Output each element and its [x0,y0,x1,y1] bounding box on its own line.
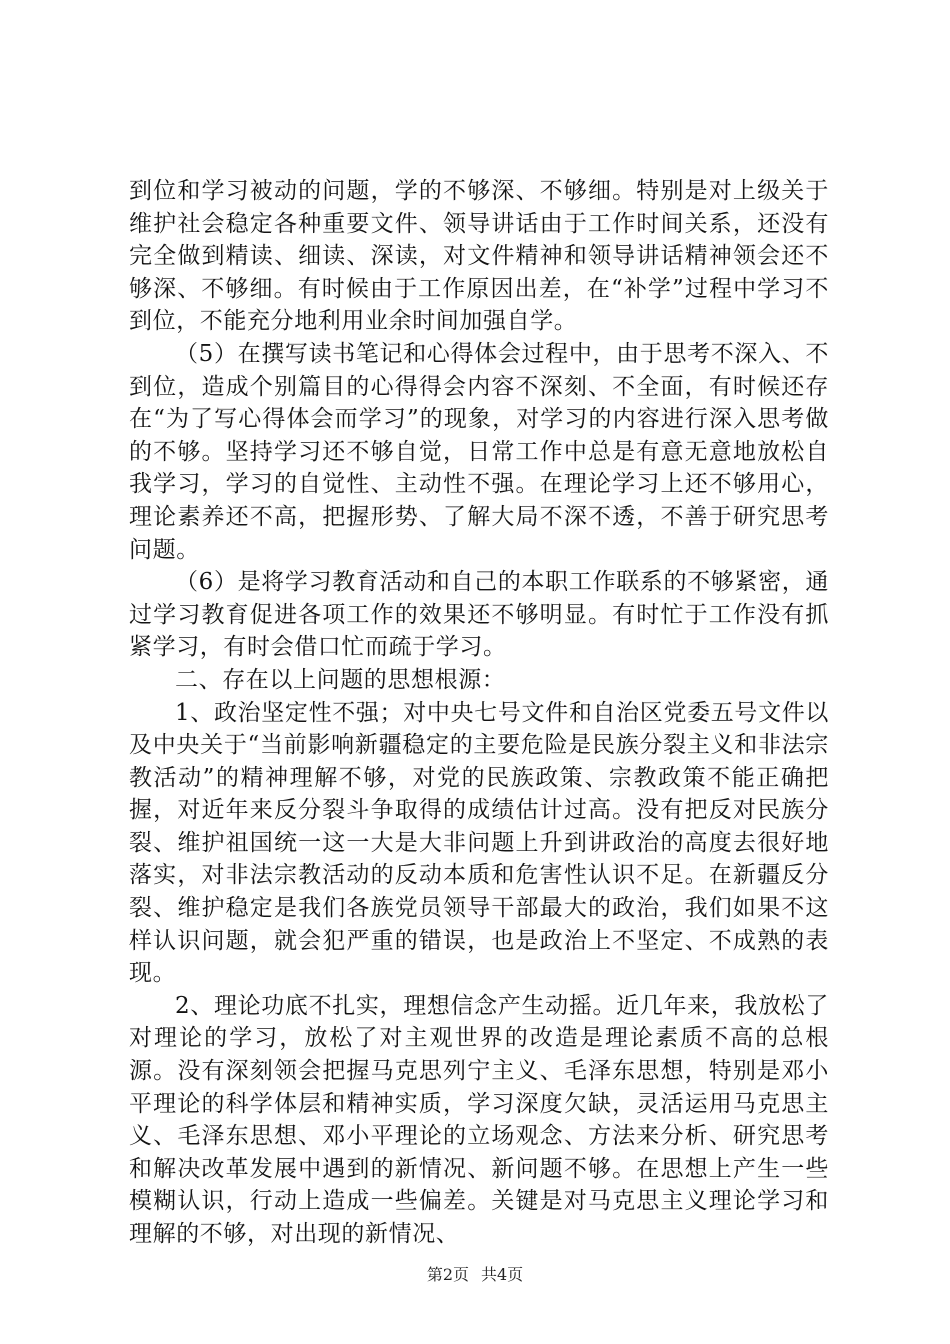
page-total: 共4页 [481,1265,524,1284]
paragraph-root-2: 2、理论功底不扎实，理想信念产生动摇。近几年来，我放松了对理论的学习，放松了对主观世界的改造是理论素质不高的总根源。没有深刻领会把握马克思列宁主义、毛泽东思想，特别是邓小平理论的科学体层和精神实质，学习深度欠缺，灵活运用马克思主义、毛泽东思想、邓小平理论的立场观念、方法来分析、研究思考和解决改革发展中遇到的新情况、新问题不够。在思想上产生一些模糊认识，行动上造成一些偏差。关键是对马克思主义理论学习和理解的不够，对出现的新情况、 [129,992,829,1247]
paragraph-item-6: （6）是将学习教育活动和自己的本职工作联系的不够紧密，通过学习教育促进各项工作的效果还不够明显。有时忙于工作没有抓紧学习，有时会借口忙而疏于学习。 [129,569,829,661]
paragraph-item-5: （5）在撰写读书笔记和心得体会过程中，由于思考不深入、不到位，造成个别篇目的心得得会内容不深刻、不全面，有时候还存在“为了写心得体会而学习”的现象，对学习的内容进行深入思考做的不够。坚持学习还不够自觉，日常工作中总是有意无意地放松自我学习，学习的自觉性、主动性不强。在理论学习上还不够用心，理论素养还不高，把握形势、了解大局不深不透，不善于研究思考问题。 [129,340,829,563]
document-body [129,175,829,1251]
paragraph-continued: 到位和学习被动的问题，学的不够深、不够细。特别是对上级关于维护社会稳定各种重要文件、领导讲话由于工作时间关系，还没有完全做到精读、细读、深读，对文件精神和领导讲话精神领会还不够深、不够细。有时候由于工作原因出差，在“补学”过程中学习不到位，不能充分地利用业余时间加强自学。 [129,178,829,335]
section-heading-roots: 二、存在以上问题的思想根源： [175,666,506,693]
page-footer [0,1262,950,1285]
paragraph-root-1: 1、政治坚定性不强；对中央七号文件和自治区党委五号文件以及中央关于“当前影响新疆稳定的主要危险是民族分裂主义和非法宗教活动”的精神理解不够，对党的民族政策、宗教政策不能正确把握，对近年来反分裂斗争取得的成绩估计过高。没有把反对民族分裂、维护祖国统一这一大是大非问题上升到讲政治的高度去很好地落实，对非法宗教活动的反动本质和危害性认识不足。在新疆反分裂、维护稳定是我们各族党员领导干部最大的政治，我们如果不这样认识问题，就会犯严重的错误，也是政治上不坚定、不成熟的表现。 [129,699,829,987]
page-number: 第2页 [426,1265,469,1284]
